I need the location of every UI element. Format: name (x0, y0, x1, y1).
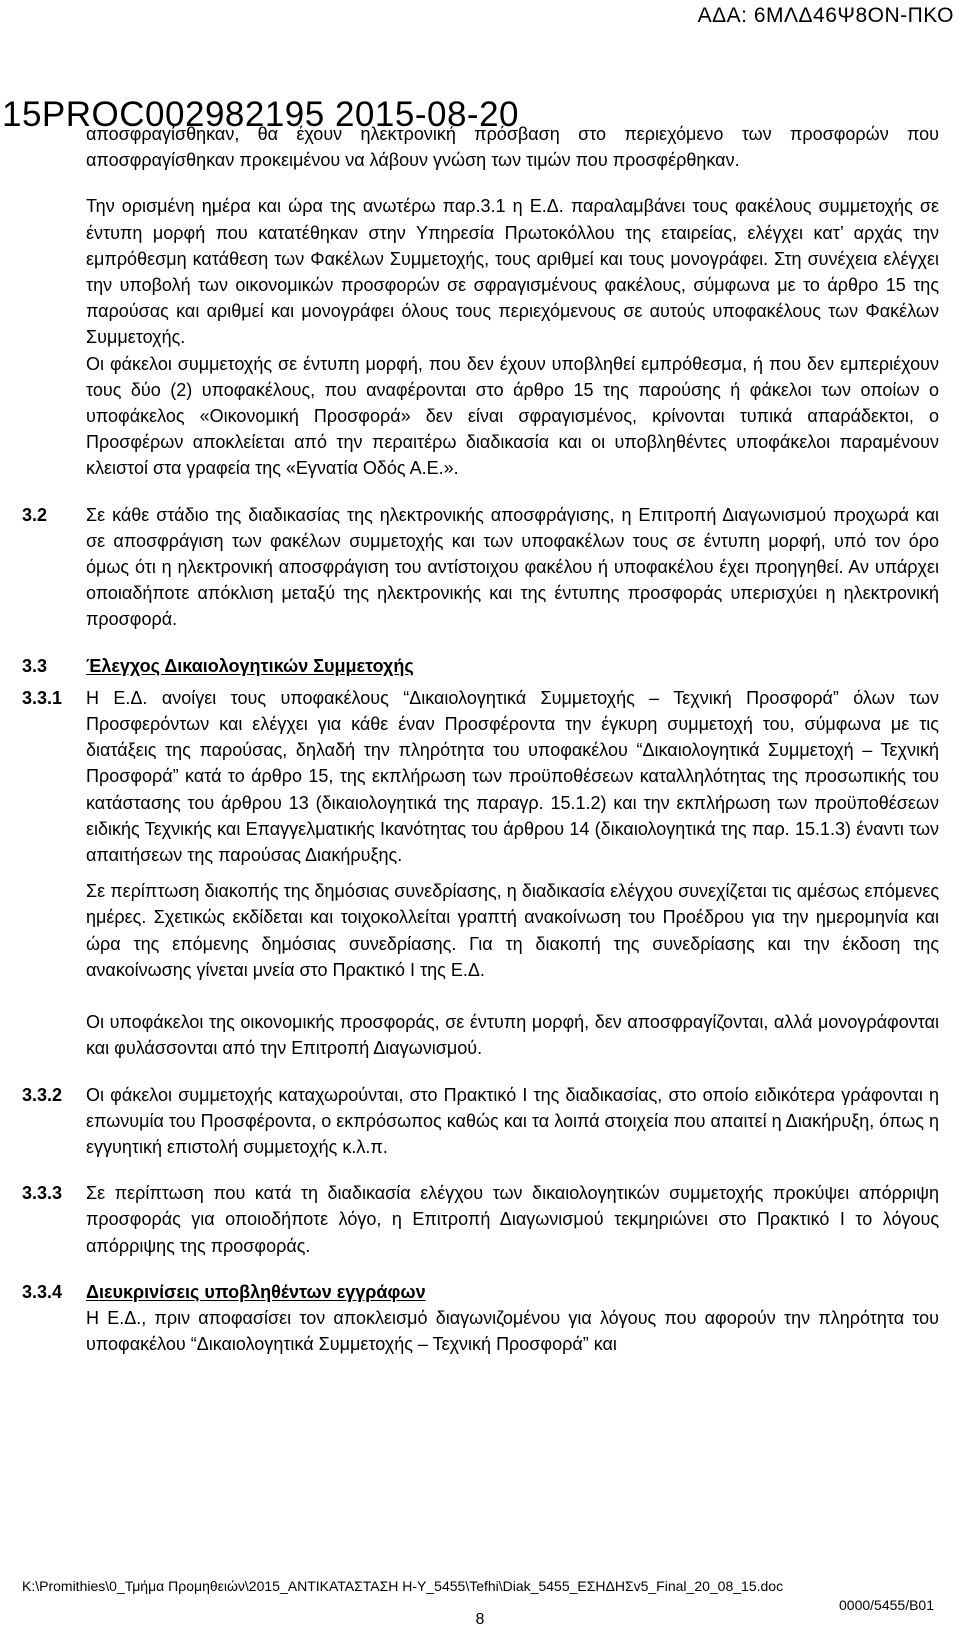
section-3-3-4 (22, 1279, 939, 1358)
section-3-2 (22, 502, 939, 633)
ada-code: ΑΔΑ: 6ΜΛΔ46Ψ8ΟΝ-ΠΚΟ (697, 4, 954, 27)
section-number: 3.3.3 (22, 1183, 63, 1204)
section-title: Διευκρινίσεις υποβληθέντων εγγράφων (86, 1281, 426, 1302)
section-3-3-2 (22, 1082, 939, 1161)
section-number: 3.3.1 (22, 687, 63, 708)
section-number: 3.3.2 (22, 1084, 63, 1105)
section-3-3-heading (22, 653, 939, 679)
document-body (22, 121, 939, 1357)
section-number: 3.3 (22, 655, 48, 676)
paragraph-rejected-envelopes: Οι φάκελοι συμμετοχής σε έντυπη μορφή, που δεν έχουν υποβληθεί εμπρόθεσμα, ή που δεν εμπεριέχουν τους δύο (2) υποφακέλους, που αναφέρονται στο άρθρο 15 της παρούσης ή φάκελοι των οποίων ο υποφάκελος «Οικονομική Προσφορά» δεν είναι σφραγισμένος, κρίνονται τυπικά απαράδεκτοι, ο Προσφέρων αποκλείεται από την περαιτέρω διαδικασία και οι υποβληθέντες υποφάκελοι παραμένουν κλειστοί στα γραφεία της «Εγνατία Οδός Α.Ε.». (86, 353, 939, 479)
section-text: Οι φάκελοι συμμετοχής καταχωρούνται, στο Πρακτικό Ι της διαδικασίας, στο οποίο ειδικότερα γράφονται η επωνυμία του Προσφέροντα, ο εκπρόσωπος καθώς και τα λοιπά στοιχεία που απαιτεί η Διακήρυξη, όπως η εγγυητική επιστολή συμμετοχής κ.λ.π. (86, 1084, 939, 1157)
page-number: 8 (475, 1611, 485, 1628)
section-text: Σε περίπτωση που κατά τη διαδικασία ελέγχου των δικαιολογητικών συμμετοχής προκύψει απόρριψη προσφοράς για οποιοδήποτε λόγο, η Επιτροπή Διαγωνισμού τεκμηριώνει στο Πρακτικό Ι το λόγους απόρριψης της προσφοράς. (86, 1183, 939, 1256)
section-text: Σε κάθε στάδιο της διαδικασίας της ηλεκτρονικής αποσφράγισης, η Επιτροπή Διαγωνισμού προχωρά και σε αποσφράγιση των φακέλων συμμετοχής και των υποφακέλων τους σε έντυπη μορφή, υπό τον όρο όμως ότι η ηλεκτρονική αποσφράγιση του αντίστοιχου φακέλου ή υποφακέλου έχει προηγηθεί. Αν υπάρχει οποιαδήποτε απόκλιση μεταξύ της ηλεκτρονικής και της έντυπης προσφοράς υπερισχύει η ηλεκτρονική προσφορά. (86, 504, 939, 630)
paragraph-opening-procedure: Την ορισμένη ημέρα και ώρα της ανωτέρω παρ.3.1 η Ε.Δ. παραλαμβάνει τους φακέλους συμμετοχής σε έντυπη μορφή που κατατέθηκαν στην Υπηρεσία Πρωτοκόλλου της εταιρείας, ελέγχει κατ’ αρχάς την εμπρόθεσμη κατάθεση των Φακέλων Συμμετοχής, τους αριθμεί και τους μονογράφει. Στη συνέχεια ελέγχει την υποβολή των οικονομικών προσφορών σε σφραγισμένους φακέλους, σύμφωνα με το άρθρο 15 της παρούσας και αριθμεί και μονογράφει όλους τους περιεχόμενους σε αυτούς υποφακέλους των Φακέλων Συμμετοχής. (86, 196, 939, 348)
footer-document-code: 0000/5455/B01 (839, 1597, 934, 1613)
paragraph-sealed-envelopes: Οι υποφάκελοι της οικονομικής προσφοράς, σε έντυπη μορφή, δεν αποσφραγίζονται, αλλά μονογράφονται και φυλάσσονται από την Επιτροπή Διαγωνισμού. (86, 1012, 939, 1059)
paragraph-interruption: Σε περίπτωση διακοπής της δημόσιας συνεδρίασης, η διαδικασία ελέγχου συνεχίζεται τις αμέσως επόμενες ημέρες. Σχετικώς εκδίδεται και τοιχοκολλείται γραπτή ανακοίνωση του Προέδρου για την ημερομηνία και ώρα της επόμενης δημόσιας συνεδρίασης. Για τη διακοπή της συνεδρίασης και την έκδοση της ανακοίνωσης γίνεται μνεία στο Πρακτικό Ι της Ε.Δ. (86, 881, 939, 980)
section-3-3-1 (22, 685, 939, 868)
protocol-stamp: 15PROC002982195 2015-08-20 (2, 95, 519, 134)
footer-file-path: K:\Promithies\0_Τμήμα Προμηθειών\2015_ΑΝΤΙΚΑΤΑΣΤΑΣΗ Η-Υ_5455\Tefhi\Diak_5455_ΕΣΗΔΗΣv5_Final_20_08_15.doc (22, 1578, 784, 1594)
section-number: 3.3.4 (22, 1281, 63, 1302)
paragraph-continuation: αποσφραγίσθηκαν, θα έχουν ηλεκτρονική πρόσβαση στο περιεχόμενο των προσφορών που αποσφραγίσθηκαν προκειμένου να λάβουν γνώση των τιμών που προσφέρθηκαν. (86, 124, 939, 171)
section-text: Η Ε.Δ., πριν αποφασίσει τον αποκλεισμό διαγωνιζομένου για λόγους που αφορούν την πληρότητα του υποφακέλου “Δικαιολογητικά Συμμετοχής – Τεχνική Προσφορά” και (86, 1307, 939, 1355)
section-3-3-3 (22, 1180, 939, 1259)
section-title: Έλεγχος Δικαιολογητικών Συμμετοχής (86, 655, 414, 676)
section-number: 3.2 (22, 504, 48, 525)
section-text: Η Ε.Δ. ανοίγει τους υποφακέλους “Δικαιολογητικά Συμμετοχής – Τεχνική Προσφορά” όλων των Προσφερόντων και ελέγχει για κάθε έναν Προσφέροντα την έγκυρη συμμετοχή του, σύμφωνα με τις διατάξεις της παρούσας, δηλαδή την πληρότητα του υποφακέλου “Δικαιολογητικά Συμμετοχή – Τεχνική Προσφορά” κατά το άρθρο 15, της εκπλήρωση των προϋποθέσεων καταλληλότητας της προσωπικής του κατάστασης του άρθρου 13 (δικαιολογητικά της παραγρ. 15.1.2) και την εκπλήρωση των προϋποθέσεων ειδικής Τεχνικής και Επαγγελματικής Ικανότητας του άρθρου 14 (δικαιολογητικά της παρ. 15.1.3) έναντι των απαιτήσεων της παρούσας Διακήρυξης. (86, 687, 939, 866)
